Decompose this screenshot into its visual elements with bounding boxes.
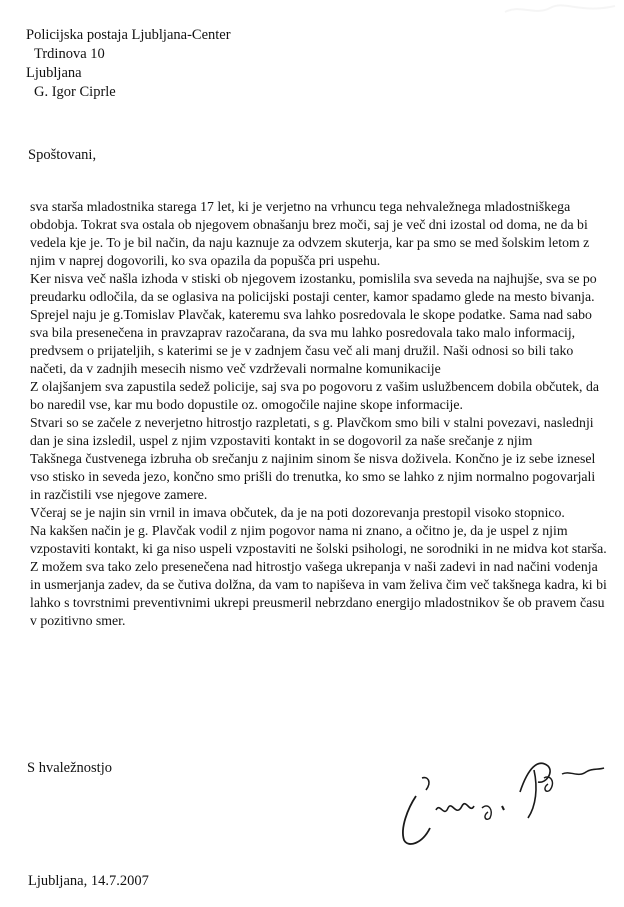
body-paragraph: Včeraj se je najin sin vrnil in imava občutek, da je na poti dozorevanja prestopil visoko stopnico. xyxy=(30,505,565,520)
closing: S hvaležnostjo xyxy=(27,760,112,776)
body-paragraph: Stvari so se začele z neverjetno hitrostjo razpletati, s g. Plavčkom smo bili v stalni povezavi, naslednji dan je sina izsledil, uspel z njim vzpostaviti kontakt in se dogovoril za naše srečanje z njim xyxy=(30,415,594,448)
body-paragraph: Z olajšanjem sva zapustila sedež policije, saj sva po pogovoru z vašim uslužbencem dobila občutek, da bo naredil vse, kar mu bodo dopustile oz. omogočile najine skope informacije. xyxy=(30,379,599,412)
address-line-street: Trdinova 10 xyxy=(34,46,105,62)
body-paragraph: Z možem sva tako zelo presenečena nad hitrostjo vašega ukrepanja v naši zadevi in nad načini vodenja in usmerjanja zadev, da se čutiva dolžna, da vam to napiševa in vam želiva čim več takšnega kadra, ki bi lahko s tovrstnimi preventivnimi ukrepi preusmeril nebrzdano energijo mladostnikov še ob pravem času v pozitivno smer. xyxy=(30,559,607,628)
salutation: Spoštovani, xyxy=(28,147,97,163)
body-paragraph: Na kakšen način je g. Plavčak vodil z njim pogovor nama ni znano, a očitno je, da je uspel z njim vzpostaviti kontakt, ki ga niso uspeli vzpostaviti ne šolski psihologi, ne sorodniki in ne midva kot starša. xyxy=(30,523,607,556)
place-and-date: Ljubljana, 14.7.2007 xyxy=(28,873,149,889)
body-paragraph: Ker nisva več našla izhoda v stiski ob njegovem izostanku, pomislila sva seveda na najhujše, sva se po preudarku odločila, da se oglasiva na policijski postaji center, kamor spadamo glede na mesto bivanja. xyxy=(30,271,597,304)
body-paragraph: Sprejel naju je g.Tomislav Plavčak, kateremu sva lahko posredovala le skope podatke. Sama nad sabo sva bila presenečena in pravzaprav razočarana, da sva mu lahko posredovala tako malo informacij, predvsem o prijateljih, s katerimi se je v zadnjem času več ali manj družil. Naši odnosi so bili tako načeti, da v zadnjih mesecih nismo več vzdrževali normalne komunikacije xyxy=(30,307,592,376)
body-paragraph: sva starša mladostnika starega 17 let, ki je verjetno na vrhuncu tega nehvaležnega mladostniškega obdobja. Tokrat sva ostala ob njegovem obnašanju brez moči, saj je več dni izostal od doma, ne da bi vedela kje je. To je bil način, da naju kaznuje za odvzem skuterja, kar pa smo se med šolskim letom z njim v naprej dogovorili, ko sva opazila da popušča pri uspehu. xyxy=(30,199,590,268)
faint-background-mark xyxy=(500,0,620,20)
address-line-institution: Policijska postaja Ljubljana-Center xyxy=(26,27,231,43)
address-line-city: Ljubljana xyxy=(26,65,82,81)
address-line-recipient: G. Igor Ciprle xyxy=(34,84,116,100)
handwritten-signature xyxy=(378,748,610,858)
body-paragraph: Takšnega čustvenega izbruha ob srečanju z najinim sinom še nisva doživela. Končno je iz sebe iznesel vso stisko in seveda jezo, končno smo prišli do trenutka, ko smo se lahko z njim normalno pogovarjali in razčistili vse njegove zamere. xyxy=(30,451,596,502)
letter-body xyxy=(30,198,608,630)
recipient-address xyxy=(26,26,231,102)
